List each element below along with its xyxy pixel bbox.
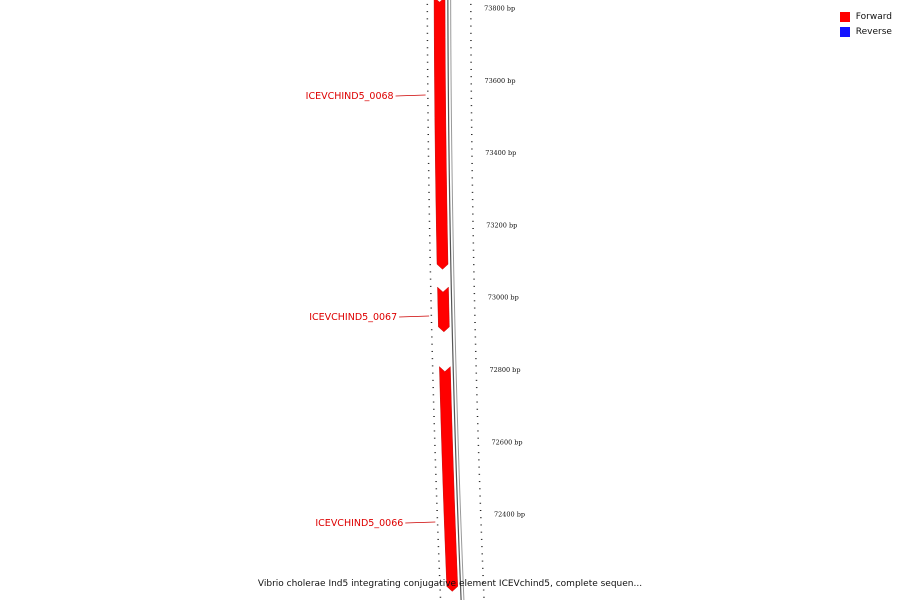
tick-label: 73000 bp <box>487 293 519 302</box>
gene-label-leader <box>399 316 429 317</box>
legend-item-forward <box>840 9 892 24</box>
tick-label: 72400 bp <box>493 510 526 519</box>
tick-label: 73400 bp <box>485 149 517 158</box>
tick-label: 73600 bp <box>484 76 516 85</box>
tick-label: 72600 bp <box>491 438 523 447</box>
legend-label-forward: Forward <box>855 11 892 22</box>
gene-label: ICEVCHIND5_0068 <box>305 91 394 102</box>
tick-label: 73800 bp <box>484 4 516 13</box>
sequence-title: Vibrio cholerae Ind5 integrating conjugative element ICEVchind5, complete sequen... <box>257 579 643 589</box>
reverse-swatch-icon <box>840 27 850 37</box>
legend-item-reverse <box>840 24 892 39</box>
gene-arrow <box>434 0 448 269</box>
legend-label-reverse: Reverse <box>855 26 892 37</box>
tick-label: 73200 bp <box>486 221 518 230</box>
legend <box>840 9 892 39</box>
gene-label-leader <box>396 95 426 96</box>
gene-label: ICEVCHIND5_0066 <box>315 518 404 529</box>
tick-label: 72800 bp <box>489 366 521 374</box>
gene-arrow <box>437 287 449 332</box>
forward-swatch-icon <box>840 12 850 22</box>
gene-arrow <box>439 367 457 592</box>
gene-label: ICEVCHIND5_0067 <box>309 312 398 323</box>
gene-label-leader <box>405 522 435 523</box>
